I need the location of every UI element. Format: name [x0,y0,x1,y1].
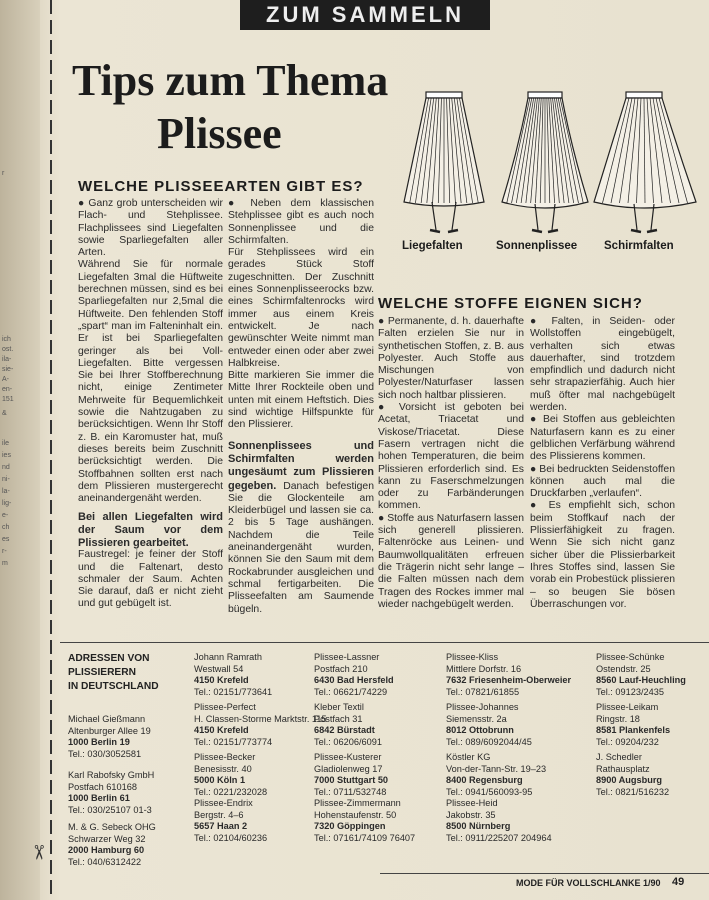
address-city: 7632 Friesenheim-Oberweier [446,675,572,686]
address-name: Plissee-Perfect [194,702,256,712]
address-city: 8581 Plankenfels [596,725,671,736]
spine-fragment: es [2,536,10,543]
dashed-cut-line [50,0,52,900]
address-city: 4150 Krefeld [194,725,249,736]
address-street: Postfach 31 [314,713,363,724]
spine-fragment: sie- [2,366,14,373]
address-entry [68,770,154,816]
spine-fragment: r [2,170,5,177]
magazine-footer: MODE FÜR VOLLSCHLANKE 1/90 [516,878,661,888]
address-city: 2000 Hamburg 60 [68,845,145,856]
paragraph: ● Stoffe aus Naturfasern lassen sich generell plissieren. Faltenröcke aus Leinen- und Baumwollqualitäten erfreuen die Trägerin nicht sehr lange – die Falten müssen nach dem Tragen des Rockes immer mal wieder nachgebügelt werden. [378,512,524,610]
spine-fragment: la- [2,488,10,495]
address-entry [446,652,571,698]
paragraph: ● Permanente, d. h. dauerhafte Falten erzielen Sie nur in synthetischen Stoffen, z. B. aus Polyester. Auch Stoffe aus Mischungen von Polyester/Naturfaser lassen sich noch haltbar plissieren. [378,316,524,401]
address-name: Plissee-Kliss [446,652,499,662]
paragraph: ● Falten, in Seiden- oder Wollstoffen eingebügelt, verhalten sich etwas dauerhafter, sind trotzdem empfindlich und dadurch nicht sehr strapazierfähig. Auch hier muß öfter mal nachgebügelt werden. [530,316,675,414]
address-entry [194,798,267,844]
address-tel: Tel.: 07821/61855 [446,686,520,697]
address-tel: Tel.: 07161/74109 76407 [314,832,416,843]
address-street: Rathausplatz [596,763,650,774]
address-street: Benesisstr. 40 [194,763,252,774]
address-tel: Tel.: 089/6092044/45 [446,736,532,747]
section2-column1 [378,316,524,611]
spine-fragment: 151 [2,396,14,403]
address-entry [314,702,382,748]
spine-fragment: ni- [2,476,10,483]
address-street: Altenburger Allee 19 [68,725,151,736]
section1-heading: WELCHE PLISSEEARTEN GIBT ES? [78,178,364,195]
address-entry [314,652,394,698]
addresses-heading-line: ADRESSEN VON [68,653,150,664]
paragraph: Für Stehplissees wird ein gerades Stück Stoff zugeschnitten. Der Zuschnitt eines Sonnenplisseerocks bzw. eines Schirmfaltenrocks wird immer aus einem Kreis entwickelt. Je nach gewünschter Weite nimmt man entweder einen oder aber zwei Halbkreise. [228,247,374,369]
address-city: 5000 Köln 1 [194,775,246,786]
address-street: Gladiolenweg 17 [314,763,383,774]
address-street: Schwarzer Weg 32 [68,833,146,844]
address-city: 1000 Berlin 19 [68,737,130,748]
address-name: Johann Ramrath [194,652,262,662]
address-name: J. Schedler [596,752,642,762]
section-banner: ZUM SAMMELN [240,0,490,30]
spine-fragment: ies [2,452,11,459]
skirt-label-schirmfalten: Schirmfalten [604,240,674,252]
address-entry [68,822,156,868]
address-name: Plissee-Lassner [314,652,380,662]
spine-fragment: e- [2,512,9,519]
addresses-heading-line: PLISSIERERN [68,667,136,678]
address-name: Michael Gießmann [68,714,146,724]
address-name: Köstler KG [446,752,491,762]
spine-fragment: en- [2,386,13,393]
address-name: Plissee-Becker [194,752,256,762]
skirt-illustrations [390,70,709,240]
address-name: Kleber Textil [314,702,364,712]
address-tel: Tel.: 030/25107 01-3 [68,804,152,815]
address-name: Plissee-Zimmermann [314,798,401,808]
address-tel: Tel.: 0221/232028 [194,786,268,797]
address-tel: Tel.: 09204/232 [596,736,659,747]
address-name: M. & G. Sebeck OHG [68,822,156,832]
address-street: Ostendstr. 25 [596,663,651,674]
address-tel: Tel.: 02151/773641 [194,686,273,697]
addresses-heading [68,652,159,694]
address-street: Mittlere Dorfstr. 16 [446,663,522,674]
paragraph: ● Bei Stoffen aus gebleichten Naturfasern kann es zu einer gelblichen Verfärbung während des Plissierens kommen. [530,414,675,463]
address-city: 4150 Krefeld [194,675,249,686]
address-tel: Tel.: 0941/560093-95 [446,786,533,797]
spine-fragment: ost. [2,346,14,353]
address-tel: Tel.: 09123/2435 [596,686,664,697]
section2-heading: WELCHE STOFFE EIGNEN SICH? [378,295,643,312]
address-name: Plissee-Johannes [446,702,519,712]
address-city: 1000 Berlin 61 [68,793,130,804]
section1-column2 [228,198,374,616]
address-street: Hohenstaufenstr. 50 [314,809,397,820]
text: Danach befestigen Sie die Glockenteile am Kleiderbügel und lassen sie ca. 2 bis 5 Tage aushängen. Nachdem die Teile aneinandergenäht wurden, können Sie den Saum mit dem Rockabrunder ausgleichen und schmal fertigarbeiten. Die Plisseefalten am Saumende bügeln. [228,480,374,615]
skirt-sonnenplissee-drawing [502,92,588,232]
address-city: 6430 Bad Hersfeld [314,675,394,686]
skirt-liegefalten-drawing [404,92,484,232]
spine-fragment: ile [2,440,10,447]
spine-fragment: ila- [2,356,12,363]
scissors-icon: ✂ [26,844,49,861]
address-city: 7000 Stuttgart 50 [314,775,389,786]
address-entry [596,702,670,748]
paragraph: ● Es empfiehlt sich, schon beim Stoffkauf nach der Plissierfähigkeit zu fragen. Wenn Sie sich nicht ganz sicher über die Plissierbarkeit Ihres Stoffes sind, lassen Sie vorab ein Probestück plissieren – so beugen Sie bösen Überraschungen vor. [530,500,675,610]
bold-text: Sonnenplissees und Schirmfalten werden ungesäumt zum Plissieren gegeben. [228,439,374,492]
page-fold [0,0,40,900]
address-name: Plissee-Leikam [596,702,659,712]
page-title-line2: Plissee [157,109,282,158]
paragraph: ● Neben dem klassischen Stehplissee gibt es auch noch Sonnenplissee und die Schirmfalten. [228,198,374,246]
address-street: Von-der-Tann-Str. 19–23 [446,763,547,774]
address-entry [194,652,272,698]
paragraph: Während Sie für normale Liegefalten 3mal die Hüftweite berechnen müssen, sind es bei Sparliegefalten nur 2,5mal die Hüftweite. Den fehlenden Stoff „spart“ man im Falteninhalt ein. Er ist bei Sparliegefalten geringer als bei Voll-Liegefalten. Bitte vergessen Sie bei Ihrer Stoffberechnung nicht, einige Zentimeter Mehrweite für Bequemlichkeit sowie die Nahtzugaben zu berücksichtigen. Wenn Ihr Stoff z. B. ein Karomuster hat, muß dieses bereits beim Zuschnitt berücksichtigt werden. Die Stoffbahnen sollten erst nach dem Plissieren mustergerecht aneinandergenäht werden. [78,259,223,505]
address-city: 7320 Göppingen [314,821,386,832]
address-city: 8560 Lauf-Heuchling [596,675,686,686]
address-street: Bergstr. 4–6 [194,809,244,820]
address-tel: Tel.: 040/6312422 [68,856,142,867]
address-name: Plissee-Kusterer [314,752,382,762]
address-city: 8900 Augsburg [596,775,663,786]
address-tel: Tel.: 030/3052581 [68,748,142,759]
page-number: 49 [672,876,685,888]
address-tel: Tel.: 02151/773774 [194,736,273,747]
section2-column2 [530,316,675,611]
address-entry [194,752,267,798]
address-city: 5657 Haan 2 [194,821,248,832]
skirt-label-liegefalten: Liegefalten [402,240,463,252]
paragraph: ● Bei bedruckten Seidenstoffen können auch mal die Druckfarben „verlaufen“. [530,463,675,500]
address-box-top-rule [60,642,709,643]
address-city: 8500 Nürnberg [446,821,511,832]
spine-fragment: m [2,560,8,567]
paragraph: ● Vorsicht ist geboten bei Acetat, Triacetat und Viskose/Triacetat. Diese Fasern vertragen nicht die hohen Temperaturen, die beim Plissieren erforderlich sind. Es kann zu Faserschmelzungen oder zu Farbänderungen kommen. [378,402,524,512]
address-city: 8012 Ottobrunn [446,725,514,736]
spine-fragment: ch [2,524,10,531]
address-name: Plissee-Endrix [194,798,253,808]
address-entry [446,798,552,844]
address-tel: Tel.: 0711/532748 [314,786,387,797]
paragraph: Bitte markieren Sie immer die Mitte Ihrer Rockteile oben und unten mit einem Heftstich. Dies sind wichtige Hilfspunkte für den Plissierer. [228,370,374,431]
spine-fragment: nd [2,464,10,471]
section1-column1 [78,198,223,611]
spine-fragment: lig- [2,500,12,507]
address-entry [446,752,546,798]
address-street: H. Classen-Storme Marktstr. 115 [194,713,327,724]
address-name: Plissee-Heid [446,798,498,808]
spine-fragment: A- [2,376,9,383]
paragraph-mixed [228,440,374,616]
spine-fragment: r- [2,548,7,555]
page-title-line1: Tips zum Thema [72,56,389,105]
address-tel: Tel.: 02104/60236 [194,832,268,843]
address-entry [446,702,532,748]
skirt-label-sonnenplissee: Sonnenplissee [496,240,578,252]
address-street: Jakobstr. 35 [446,809,496,820]
spine-fragment: ich [2,336,11,343]
address-street: Postfach 210 [314,663,368,674]
address-name: Karl Rabofsky GmbH [68,770,155,780]
address-entry [596,652,686,698]
address-entry [68,714,151,760]
address-entry [314,798,415,844]
address-tel: Tel.: 06621/74229 [314,686,388,697]
footer-rule [380,873,709,874]
addresses-heading-line: IN DEUTSCHLAND [68,681,159,692]
skirt-schirmfalten-drawing [594,92,696,232]
address-tel: Tel.: 0821/516232 [596,786,670,797]
address-city: 6842 Bürstadt [314,725,375,736]
address-tel: Tel.: 0911/225207 204964 [446,832,552,843]
address-entry [314,752,388,798]
address-street: Ringstr. 18 [596,713,640,724]
address-entry [194,702,327,748]
paragraph: ● Ganz grob unterscheiden wir Flach- und Stehplissee. Flachplissees sind Liegefalten sowie Sparliegefalten aller Arten. [78,198,223,259]
address-city: 8400 Regensburg [446,775,523,786]
address-name: Plissee-Schünke [596,652,665,662]
paragraph: Faustregel: je feiner der Stoff und die Faltenart, desto schmaler der Saum. Achten Sie darauf, daß er nicht zieht und gut gebügelt ist. [78,549,223,610]
address-street: Postfach 610168 [68,781,137,792]
spine-fragment: & [2,410,7,417]
bold-paragraph: Bei allen Liegefalten wird der Saum vor dem Plissieren gearbeitet. [78,511,223,549]
address-street: Westwall 54 [194,663,244,674]
address-street: Siemensstr. 2a [446,713,507,724]
address-entry [596,752,669,798]
address-tel: Tel.: 06206/6091 [314,736,382,747]
